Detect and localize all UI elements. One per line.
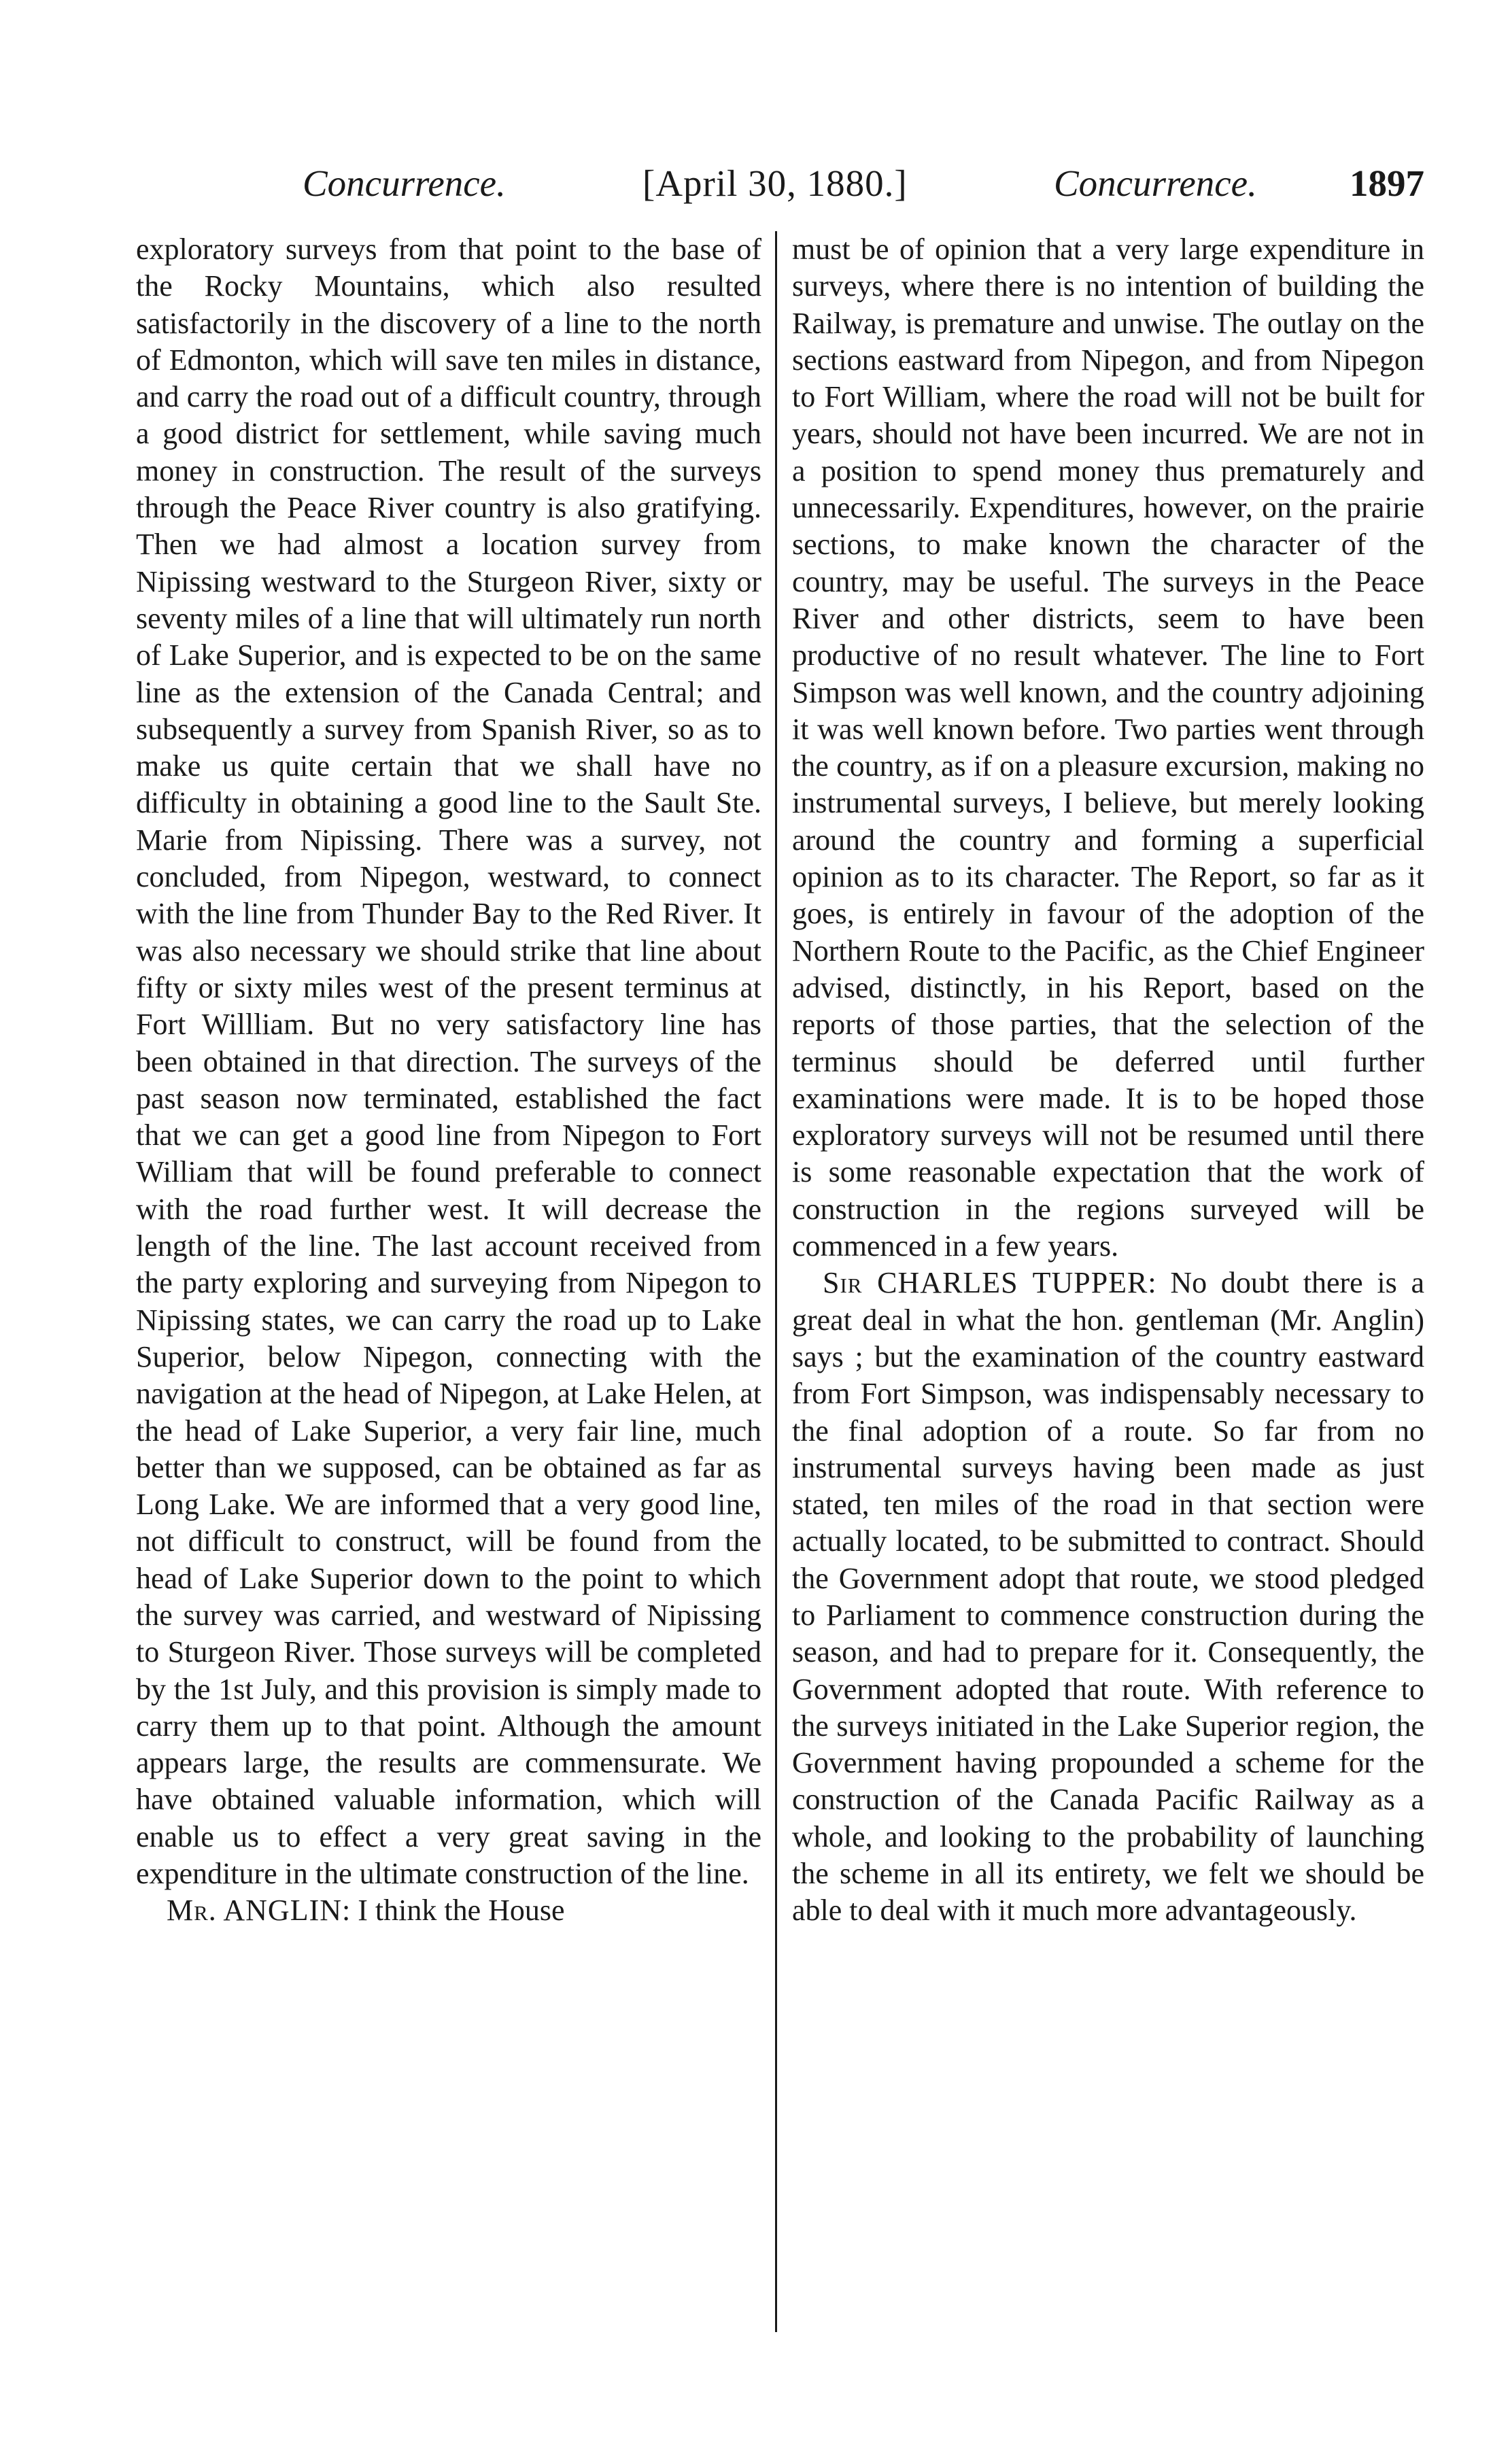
right-paragraph-1: must be of opinion that a very large expenditure in surveys, where there is no intention of building the Railway, is premature and unwise. The outlay on the sections eastward from Nipegon, and from Nipegon to Fort William, where the road will not be built for years, should not have been incurred. We are not in a position to spend money thus prematurely and unnecessarily. Expenditures, however, on the prairie sections, to make known the character of the country, may be useful. The surveys in the Peace River and other districts, seem to have been productive of no result whatever. The line to Fort Simpson was well known, and the country adjoining it was well known before. Two parties went through the country, as if on a pleasure excursion, making no instrumental surveys, I believe, but merely looking around the country and forming a superficial opinion as to its character. The Report, so far as it goes, is entirely in favour of the adoption of the Northern Route to the Pacific, as the Chief Engineer advised, distinctly, in his Report, based on the reports of those parties, that the selection of the terminus should be deferred until further examinations were made. It is to be hoped those exploratory surveys will not be resumed until there is some reasonable expectation that the work of construction in the regions surveyed will be commenced in a few years. <box>792 233 1424 1263</box>
column-divider <box>775 231 777 2332</box>
right-column <box>792 231 1424 2332</box>
speech-text: : I think the House <box>342 1894 565 1928</box>
header-left-title: Concurrence. <box>303 162 506 204</box>
right-paragraph-2 <box>792 1265 1424 1929</box>
speech-text: : No doubt there is a great deal in what the hon. gentleman (Mr. Anglin) says ; but the examination of the country eastward from Fort Simpson, was indispensably necessary to the final adoption of a route. So far from no instrumental surveys having been made as just stated, ten miles of the road in that section were actually located, to be submitted to contract. Should the Government adopt that route, we stood pledged to Parliament to commence construction during the season, and had to prepare for it. Consequently, the Government adopted that route. With reference to the surveys initiated in the Lake Superior region, the Government having propounded a scheme for the construction of the Canada Pacific Railway as a whole, and looking to the probability of launching the scheme in all its entirety, we felt we should be able to deal with it much more advantageously. <box>792 1266 1424 1928</box>
header-date: [April 30, 1880.] <box>642 162 908 204</box>
page-number: 1897 <box>1350 162 1424 204</box>
speaker-name: Mr. ANGLIN <box>167 1894 343 1928</box>
page-header <box>136 153 1424 214</box>
header-right-title: Concurrence. <box>1054 162 1257 204</box>
left-paragraph-1: exploratory surveys from that point to the base of the Rocky Mountains, which also resulted satisfactorily in the discovery of a line to the north of Edmonton, which will save ten miles in distance, and carry the road out of a difficult country, through a good district for settlement, while saving much money in construction. The result of the surveys through the Peace River country is also gratifying. Then we had almost a location survey from Nipissing westward to the Sturgeon River, sixty or seventy miles of a line that will ultimately run north of Lake Superior, and is expected to be on the same line as the extension of the Canada Central; and subsequently a survey from Spanish River, so as to make us quite certain that we shall have no difficulty in obtaining a good line to the Sault Ste. Marie from Nipissing. There was a survey, not concluded, from Nipegon, westward, to connect with the line from Thunder Bay to the Red River. It was also necessary we should strike that line about fifty or sixty miles west of the present terminus at Fort Willliam. But no very satisfactory line has been obtained in that direction. The surveys of the past season now terminated, established the fact that we can get a good line from Nipegon to Fort William that will be found preferable to connect with the road further west. It will decrease the length of the line. The last account received from the party exploring and surveying from Nipegon to Nipissing states, we can carry the road up to Lake Superior, below Nipegon, connecting with the navigation at the head of Nipegon, at Lake Helen, at the head of Lake Superior, a very fair line, much better than we supposed, can be obtained as far as Long Lake. We are informed that a very good line, not difficult to construct, will be found from the head of Lake Superior down to the point to which the survey was carried, and westward of Nipissing to Sturgeon River. Those surveys will be completed by the 1st July, and this provision is simply made to carry them up to that point. Although the amount appears large, the results are commensurate. We have obtained valuable information, which will enable us to effect a very great saving in the expenditure in the ultimate construction of the line. <box>136 233 761 1891</box>
left-column <box>136 231 761 2332</box>
speaker-name: Sir CHARLES TUPPER <box>823 1266 1148 1300</box>
left-paragraph-2 <box>136 1892 761 1929</box>
